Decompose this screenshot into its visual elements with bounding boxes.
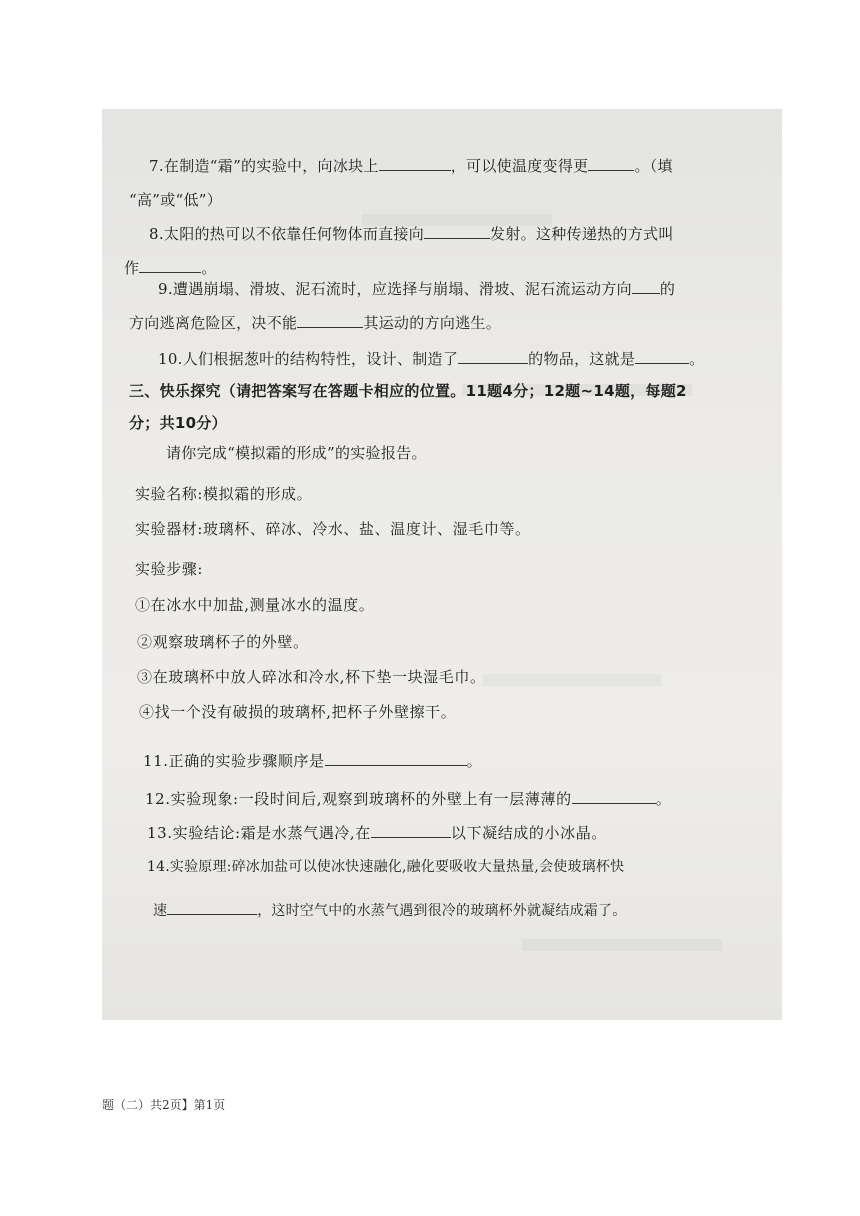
- q12-blank: [572, 789, 656, 804]
- q14-text-3: ，这时空气中的水蒸气遇到很冷的玻璃杯外就凝结成霜了。: [257, 903, 627, 919]
- q8-line-2: [124, 258, 217, 278]
- page-footer: 题（二）共2页】第1页: [102, 1098, 226, 1112]
- q8-text-4: 。: [201, 259, 217, 277]
- q11-text-2: 。: [466, 752, 483, 770]
- q11-text: 11.正确的实验步骤顺序是: [143, 752, 325, 770]
- question-13: [147, 823, 607, 843]
- experiment-equipment: 实验器材:玻璃杯、碎冰、冷水、盐、温度计、湿毛巾等。: [135, 520, 531, 538]
- experiment-step-4: ④找一个没有破损的玻璃杯,把杯子外壁擦干。: [139, 703, 457, 721]
- experiment-steps-label: 实验步骤:: [135, 560, 204, 578]
- q9-blank-1: [632, 279, 660, 294]
- q12-text: 12.实验现象:一段时间后,观察到玻璃杯的外壁上有一层薄薄的: [145, 790, 572, 808]
- q12-text-2: 。: [655, 790, 672, 808]
- q13-text-2: 以下凝结成的小冰晶。: [450, 824, 607, 842]
- q7-text-3: 。（填: [634, 157, 673, 175]
- bleed-through-mark: [482, 674, 662, 686]
- section-3-title: 三、快乐探究（请把答案写在答题卡相应的位置。11题4分；12题~14题，每题2: [129, 382, 687, 400]
- q7-text: 7.在制造“霜”的实验中，向冰块上: [149, 157, 379, 175]
- experiment-step-2: ②观察玻璃杯子的外壁。: [137, 633, 309, 651]
- question-12: [145, 789, 671, 809]
- q10-blank-2: [635, 349, 689, 364]
- q8-blank-1: [424, 224, 490, 239]
- experiment-name: 实验名称:模拟霜的形成。: [135, 485, 313, 503]
- question-10: [158, 349, 705, 369]
- q9-text-4: 其运动的方向逃生。: [363, 314, 502, 332]
- q9-line-2: [129, 313, 501, 333]
- question-8: [149, 224, 674, 244]
- q8-text: 8.太阳的热可以不依靠任何物体而直接向: [149, 225, 425, 243]
- q8-text-3: 作: [124, 259, 140, 277]
- question-11: [143, 751, 482, 771]
- q14-text-2: 速: [153, 903, 168, 919]
- exam-sheet: [102, 109, 782, 1112]
- question-9: [158, 279, 675, 299]
- bleed-through-mark: [522, 939, 722, 951]
- q11-blank: [325, 751, 467, 766]
- q10-text: 10.人们根据葱叶的结构特性，设计、制造了: [158, 350, 459, 368]
- section-3-intro: 请你完成“模拟霜的形成”的实验报告。: [166, 444, 427, 462]
- q7-line-2: “高”或“低”）: [129, 191, 223, 209]
- question-14: 14.实验原理:碎冰加盐可以使冰快速融化,融化要吸收大量热量,会使玻璃杯快: [147, 859, 625, 875]
- q7-text-2: ，可以使温度变得更: [450, 157, 589, 175]
- q9-text-3: 方向逃离危险区，决不能: [129, 314, 298, 332]
- question-7: [149, 156, 673, 176]
- q8-blank-2: [139, 258, 201, 273]
- experiment-step-3: ③在玻璃杯中放人碎冰和冷水,杯下垫一块湿毛巾。: [137, 668, 486, 686]
- q9-blank-2: [297, 313, 363, 328]
- q9-text: 9.遭遇崩塌、滑坡、泥石流时，应选择与崩塌、滑坡、泥石流运动方向: [158, 280, 632, 298]
- q8-text-2: 发射。这种传递热的方式叫: [490, 225, 674, 243]
- section-3-title-line-2: 分；共10分）: [129, 414, 227, 432]
- q7-blank-1: [379, 156, 451, 171]
- q10-text-3: 。: [689, 350, 705, 368]
- q10-text-2: 的物品，这就是: [528, 350, 636, 368]
- q14-blank: [167, 900, 257, 915]
- q9-text-2: 的: [659, 280, 676, 298]
- q13-text: 13.实验结论:霜是水蒸气遇冷,在: [147, 824, 371, 842]
- q10-blank-1: [458, 349, 528, 364]
- q13-blank: [371, 823, 451, 838]
- q14-line-2: [153, 900, 626, 921]
- q7-blank-2: [588, 156, 634, 171]
- experiment-step-1: ①在冰水中加盐,测量冰水的温度。: [135, 596, 375, 614]
